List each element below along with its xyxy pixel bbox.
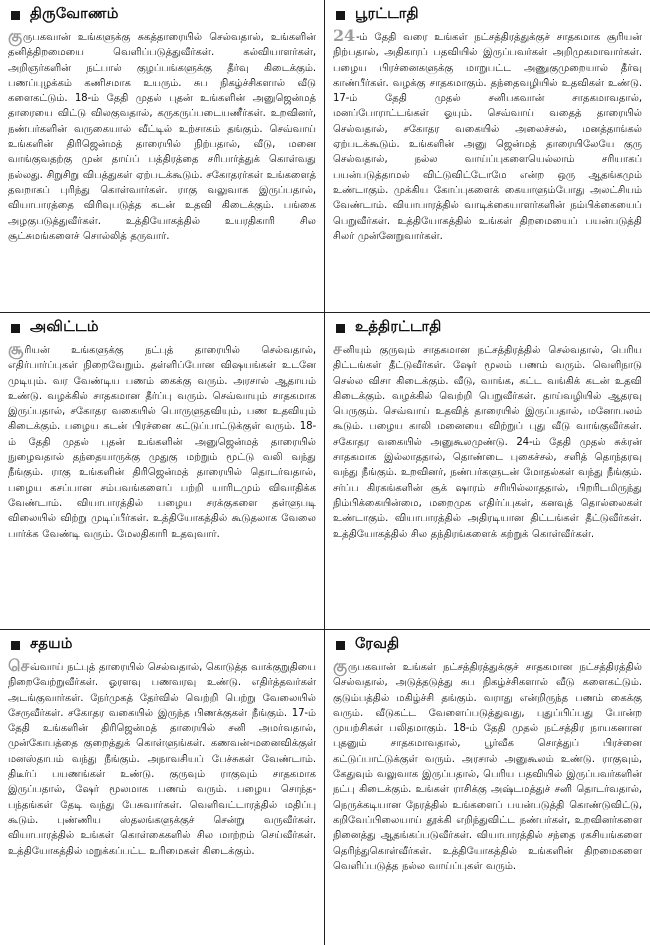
drop-cap: கு (333, 656, 347, 675)
drop-cap: ச (333, 339, 342, 358)
section-text: வ்வாய் நட்புத் தாரையில் செல்வதால், கொடுத்த வாக்குறுதியை நிறைவேற்றுவீர்கள். ஓரளவு பணவரவு உண்டு. எதிர்த்தவர்கள் அடங்குவார்கள். நேர்முகத் தேர்வில் வெற்றி பெற்று வேலையில் சேருவீர்கள். சகோதர வகையில் இருந்த பிணக்குகள் நீங்கும். 17-ம் தேதி உங்களின் திரிஜென்மத் தாரையில் சனி அமர்வதால், முன்கோபத்தை குறைத்துக் கொள்ளுங்கள். கணவன்-மனைவிக்குள் மனஸ்தாபம் வந்து நீங்கும். அநாவசியப் பேச்சுகள் வேண்டாம். திடீர்ப் பயணங்கள் உண்டு. குருவும் ராகுவும் சாதகமாக இருப்பதால், ஷேர் மூலமாக பணம் வரும். பழைய சொந்த-பந்தங்கள் தேடி வந்து பேசுவார்கள். வெளிவட்டாரத்தில் மதிப்பு கூடும். புண்ணிய ஸ்தலங்களுக்குச் சென்று வருவீர்கள். வியாபாரத்தில் உங்கள் கொள்கைகளில் சில மாற்றம் செய்வீர்கள். உத்தியோகத்தில் மறுக்கப்பட்ட உரிமைகள் கிடைக்கும். (8, 662, 316, 857)
section-header (8, 313, 316, 343)
section-uthirattathi (325, 313, 650, 630)
drop-cap: 24 (333, 26, 355, 45)
section-title: அவிட்டம் (30, 319, 99, 335)
drop-cap: கு (8, 26, 22, 45)
section-header (8, 0, 316, 30)
section-text: ருபகவான் உங்கள் நட்சத்திரத்துக்குச் சாதகமான நட்சத்திரத்தில் செல்வதால், அடுத்தடுத்து சுப நிகழ்ச்சிகளால் வீடு களைகட்டும். குடும்பத்தில் மகிழ்ச்சி தங்கும். வராது என்றிருந்த பணம் கைக்கு வரும். வீடுகட்ட வேளைப்படுத்துவது, புதுப்பிப்பது போன்ற முயற்சிகள் பலிதமாகும். 18-ம் தேதி முதல் நட்சத்திர நாயகனான புதனும் சாதகமாவதால், பூர்வீக சொத்துப் பிரச்னை கட்டுப்பாட்டுக்குள் வரும். அரசால் அனுகூலம் உண்டு. ராகுவும், கேதுவும் வலுவாக இருப்பதால், பெரிய பதவியில் இருப்பவர்களின் நட்பு கிடைக்கும். உங்கள் ராசிக்கு அஷ்டமத்துச் சனி தொடர்வதால், நெருக்கடியான நேரத்தில் உங்களைப் பயன்படுத்தி கொண்டுவிட்டு, கறிவேப்பிலையாய் தூக்கி எறிந்துவிட்ட நண்பர்கள், உறவினர்களை நினைத்து ஆதங்கப்படுவீர்கள். வியாபாரத்தில் சந்தை ரகசியங்களை தெரிந்துகொள்வீர்கள். உத்தியோகத்தில் உங்களின் திறமைகளை வெளிப்படுத்த நல்ல வாய்ப்புகள் வரும். (333, 662, 642, 872)
drop-cap: சூ (8, 339, 24, 358)
bullet-square-icon (336, 641, 345, 650)
section-text: ரியன் உங்களுக்கு நட்புத் தாரையில் செல்வதால், எதிர்பார்ப்புகள் நிறைவேறும். தள்ளிப்போன விஷயங்கள் உடனே முடியும். வர வேண்டிய பணம் கைக்கு வரும். அரசால் ஆதாயம் உண்டு. வழக்கில் சாதகமான தீர்ப்பு வரும். செவ்வாயும் சாதகமாக இருப்பதால், சகோதர வகையில் பொருளுதவியும், பண உதவியும் கிடைக்கும். பழைய கடன் பிரச்னை கட்டுப்பாட்டுக்குள் வரும். 18-ம் தேதி முதல் புதன் உங்களின் அனுஜென்மத் தாரையில் நுழைவதால் தந்தையாருக்கு முதுகு மற்றும் மூட்டு வலி வந்து நீங்கும். ராகு உங்களின் திரிஜென்மத் தாரையில் தொடர்வதால், பழைய கசப்பான சம்பவங்களைப் பற்றி யாரிடமும் விவாதிக்க வேண்டாம். வியாபாரத்தில் பழைய சரக்குகளை தள்ளுபடி விலையில் விற்று முடிப்பீர்கள். உத்தியோகத்தில் கூடுதலாக வேலை பார்க்க வேண்டி வரும். மேலதிகாரி உதவுவார். (8, 345, 316, 540)
section-body (8, 26, 316, 244)
section-avittam (0, 313, 325, 630)
section-thiruvonam (0, 0, 325, 313)
section-title: திருவோணம் (30, 6, 119, 22)
section-body (333, 26, 642, 244)
section-header (333, 0, 642, 30)
section-header (8, 630, 316, 660)
bullet-square-icon (11, 641, 20, 650)
section-poorattathi (325, 0, 650, 313)
section-text: னியும் குருவும் சாதகமான நட்சத்திரத்தில் செல்வதால், பெரிய திட்டங்கள் தீட்டுவீர்கள். ஷேர் மூலம் பணம் வரும். வெளிநாடு செல்ல விசா கிடைக்கும். வீடு, வாங்க, கட்ட வங்கிக் கடன் உதவி கிடைக்கும். வழக்கில் வெற்றி பெறுவீர்கள். தாய்வழியில் ஆதரவு பெருகும். செவ்வாய் உதவித் தாரையில் இருப்பதால், மனோபலம் கூடும். பழைய காலி மனையை விற்றுப் புது வீடு வாங்குவீர்கள். சகோதர வகையில் அனுகூலமுண்டு. 24-ம் தேதி முதல் சுக்ரன் சாதகமாக இல்லாததால், தொண்டை புகைச்சல், சளித் தொந்தரவு வந்து நீங்கும். உறவினர், நண்பர்களுடன் மோதல்கள் வந்து நீங்கும். சர்ப்ப கிரகங்களின் சூக் ஷாரம் சரியில்லாததால், பிறரிடமிருந்து நிம்பிக்கையின்மை, மறைமுக எதிர்ப்புகள், கனவுத் தொல்லைகள் உண்டாகும். வியாபாரத்தில் அதிரடியான திட்டங்கள் தீட்டுவீர்கள். உத்தியோகத்தில் சில தந்திரங்களைக் கற்றுக் கொள்வீர்கள். (333, 345, 642, 540)
section-sathayam (0, 630, 325, 945)
section-title: ரேவதி (355, 636, 400, 652)
bullet-square-icon (11, 11, 20, 20)
section-text: -ம் தேதி வரை உங்கள் நட்சத்திரத்துக்குச் சாதகமாக சூரியன் நிற்பதால், அதிகாரப் பதவியில் இருப்பவர்கள் அறிமுகமாவார்கள். பழைய பிரச்னைகளுக்கு மாறுபட்ட அணுகுமுறையால் தீர்வு காண்பீர்கள். வழக்கு சாதகமாகும். தந்தைவழியில் உதவிகள் உண்டு. 17-ம் தேதி முதல் சனிபகவான் சாதகமாவதால், மனப்போராட்டங்கள் ஓயும். செவ்வாய் வதைத் தாரையில் செல்வதால், சகோதர வகையில் அலைச்சல், மனத்தாங்கல் ஏற்படக்கூடும். உங்களின் அனு ஜென்மத் தாரையிலேயே குரு செல்வதால், நல்ல வாய்ப்புகளையெல்லாம் சரியாகப் பயன்படுத்தாமல் விட்டுவிட்டோமே என்ற ஒரு ஆதங்கமும் உண்டாகும். முக்கிய கோப்புகளைக் கையாளும்போது அலட்சியம் வேண்டாம். வியாபாரத்தில் வாடிக்கையாளர்களின் நம்பிக்கையைப் பெறுவீர்கள். உத்தியோகத்தில் உங்கள் திறமையைப் பயன்படுத்தி சிலர் முன்னேறுவார்கள். (333, 32, 642, 242)
section-body (8, 656, 316, 859)
section-header (333, 630, 642, 660)
section-text: ருபகவான் உங்களுக்கு சுகத்தாரையில் செல்வதால், உங்களின் தனித்திறமையை வெளிப்படுத்துவீர்கள். கல்வியாளர்கள், அறிஞர்களின் நட்பால் குழப்பங்களுக்கு தீர்வு கிடைக்கும். பணப்புழக்கம் கணிசமாக உயரும். சுப நிகழ்ச்சிகளால் வீடு களைகட்டும். 18-ம் தேதி முதல் புதன் உங்களின் அனுஜென்மத் தாரையை விட்டு விலகுவதால், கருகருப்படையணீர்கள். உறவினர், நண்பர்களின் வருகையால் வீட்டில் உற்சாகம் தங்கும். செவ்வாய் உங்களின் திரிஜென்மத் தாரையில் நிற்பதால், வீடு, மனை வாங்குவதற்கு முன் தாய்ப் பத்திரத்தை சரிபார்த்துக் கொள்வது நல்லது. சிறுசிறு விபத்துகள் ஏற்படக்கூடும். சகோதரர்கள் உங்களைத் தவறாகப் புரிந்து கொள்வார்கள். ராகு வலுவாக இருப்பதால், வியாபாரத்தை விரிவுபடுத்த கடன் உதவி கிடைக்கும். பங்கை அழகுபடுத்துவீர்கள். உத்தியோகத்தில் உயரதிகாரி சில சூட்சுமங்களைச் சொல்லித் தருவார். (8, 32, 316, 242)
section-title: சதயம் (30, 636, 73, 652)
bullet-square-icon (336, 11, 345, 20)
section-header (333, 313, 642, 343)
bullet-square-icon (336, 324, 345, 333)
section-title: பூரட்டாதி (355, 6, 419, 22)
section-body (8, 339, 316, 542)
section-body (333, 339, 642, 542)
section-title: உத்திரட்டாதி (355, 319, 442, 335)
bullet-square-icon (11, 324, 20, 333)
drop-cap: செ (8, 656, 30, 675)
section-revathi (325, 630, 650, 945)
section-body (333, 656, 642, 874)
